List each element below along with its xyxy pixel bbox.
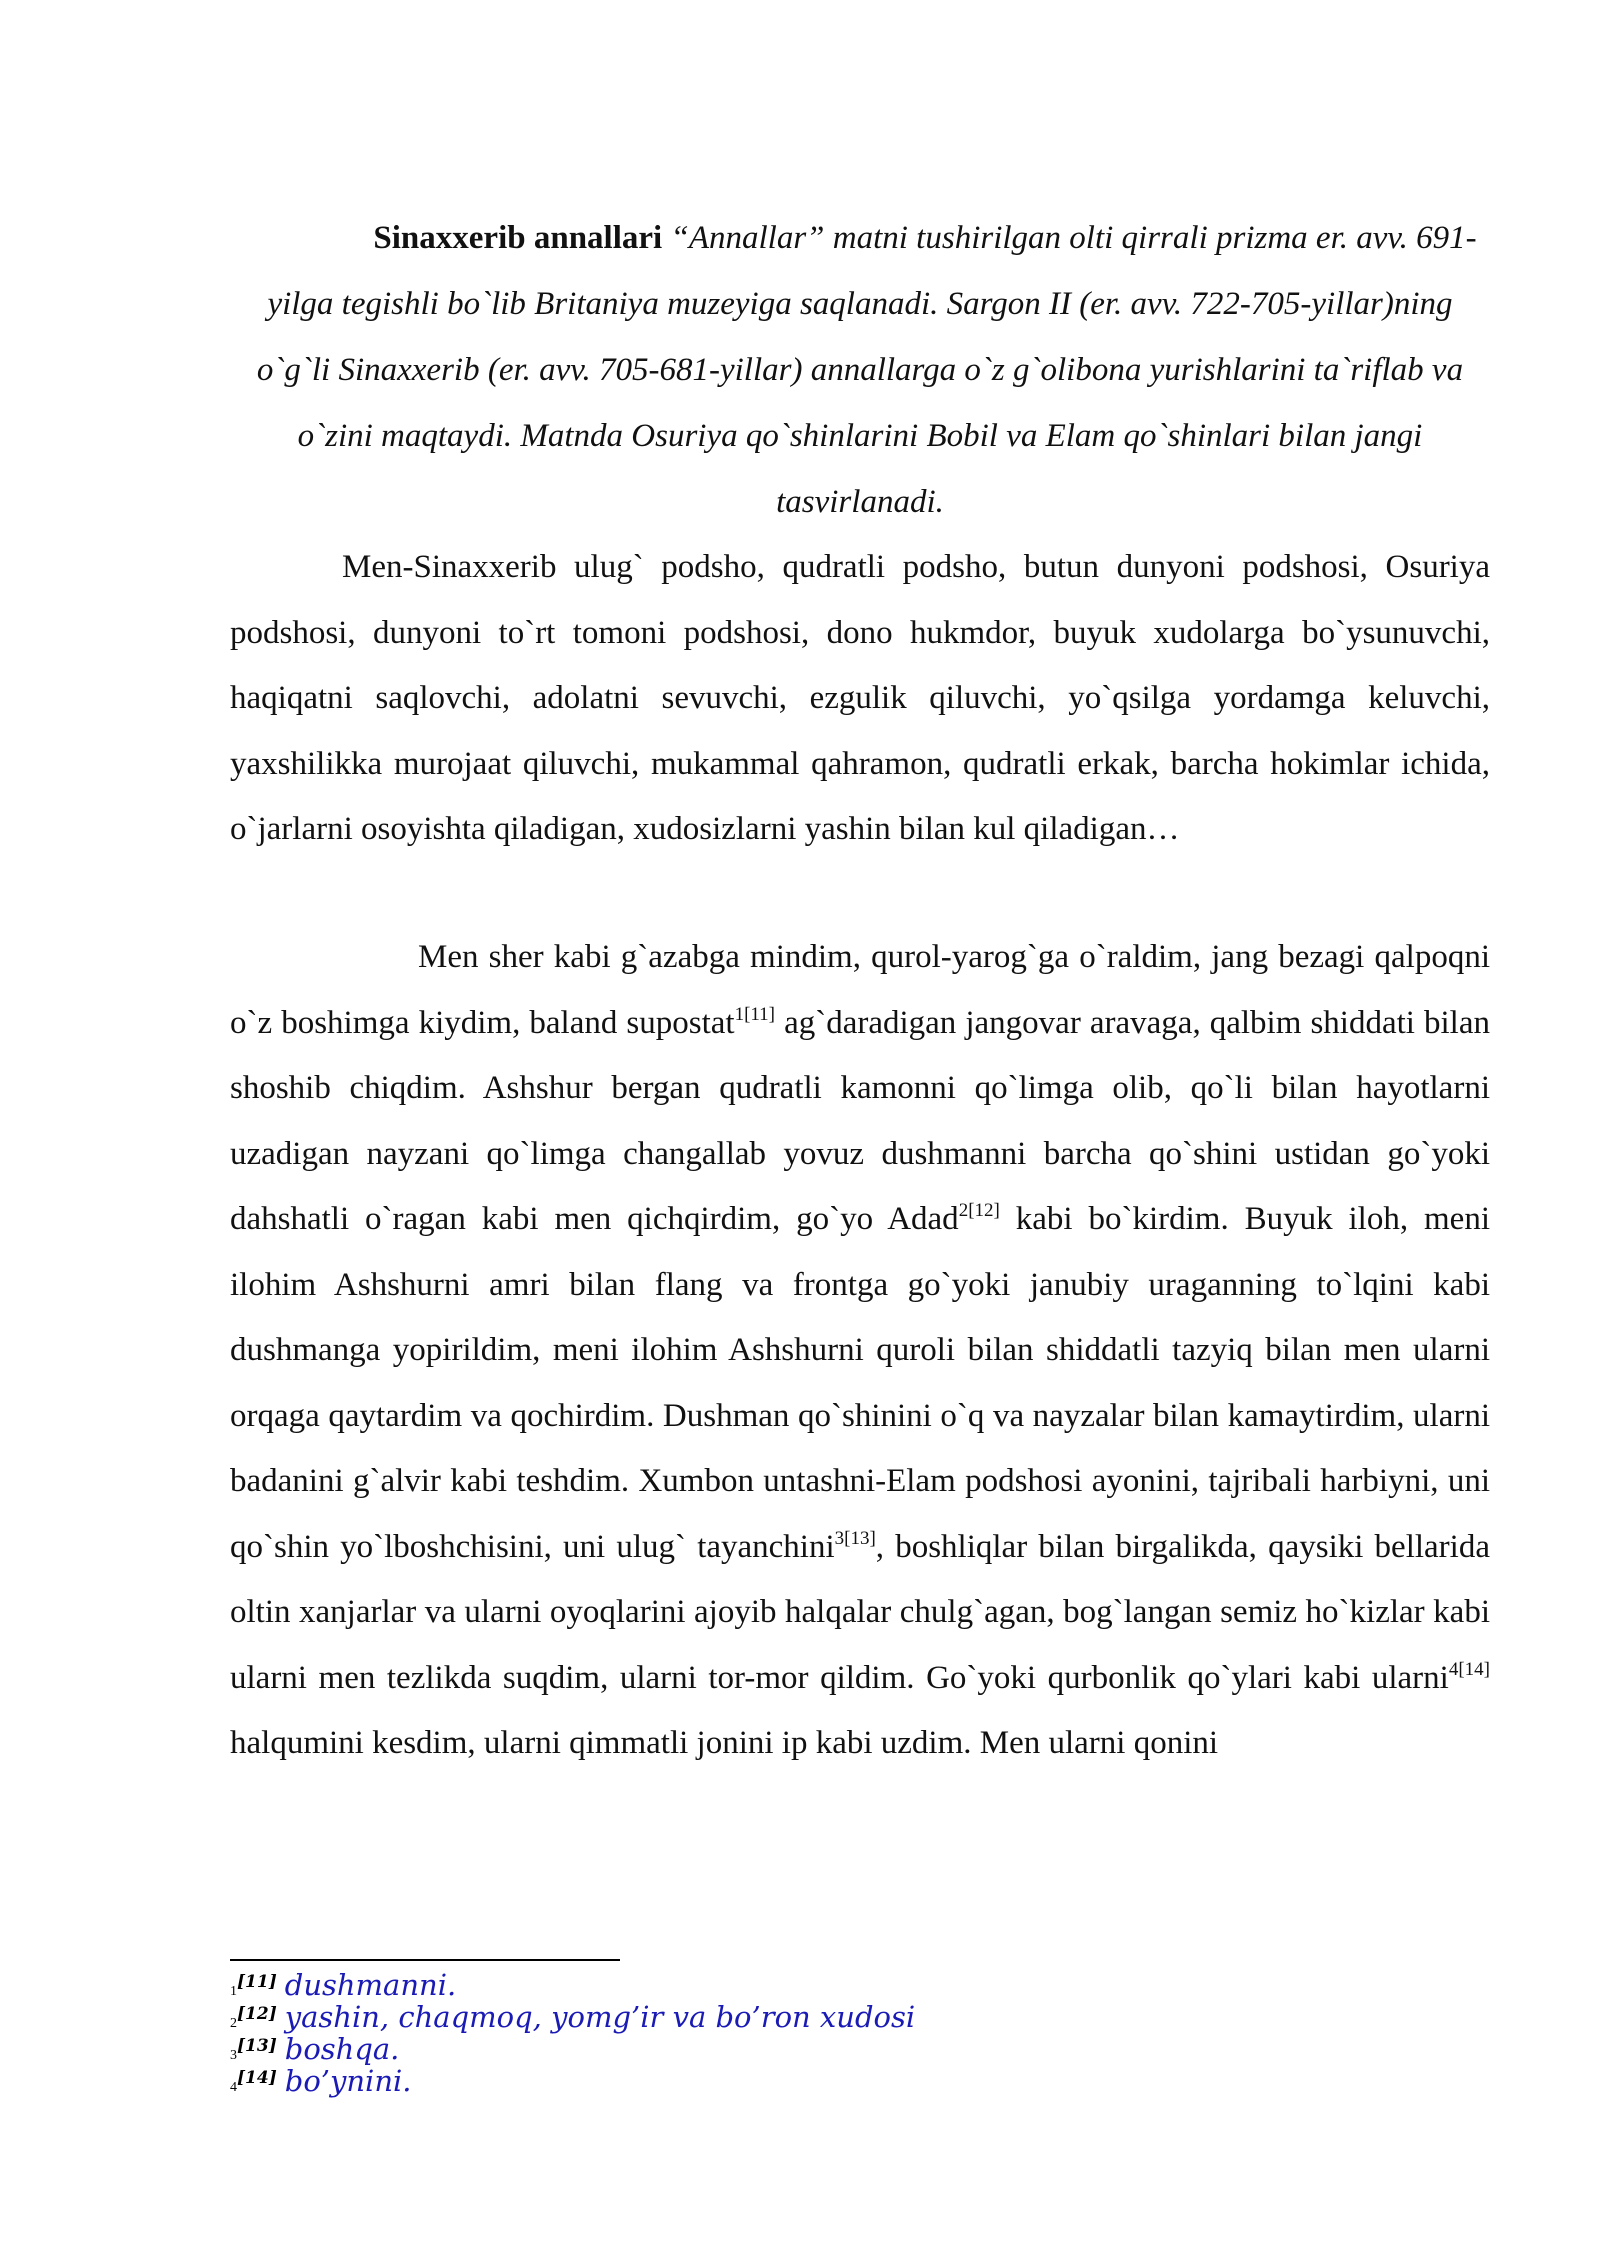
footnote-number: 4	[230, 2080, 237, 2095]
footnote-item	[230, 2000, 1490, 2032]
footnote-number: 1	[230, 1984, 237, 1999]
text-segment: Men sher kabi g`azabga mindim, qurol-yarog`ga o`raldim, jang bezagi qalpoqni o`z boshimga kiydim, baland supostat	[230, 939, 1490, 1041]
text-segment: ag`daradigan jangovar aravaga, qalbim shiddati bilan shoshib chiqdim. Ashshur bergan qudratli kamonni qo`limga olib, qo`li bilan hayotlarni uzadigan nayzani qo`limga changallab yovuz dushmanni barcha qo`shini ustidan go`yoki dahshatli o`ragan kabi men qichqirdim, go`yo Adad	[230, 1004, 1490, 1237]
footnotes	[230, 1968, 1490, 2096]
text-segment: kabi bo`kirdim. Buyuk iloh, meni ilohim Ashshurni amri bilan flang va frontga go`yoki janubiy uraganning to`lqini kabi dushmanga yopirildim, meni ilohim Ashshurni quroli bilan shiddatli tazyiq bilan men ularni orqaga qaytardim va qochirdim. Dushman qo`shinini o`q va nayzalar bilan kamaytirdim, ularni badanini g`alvir kabi teshdim. Xumbon untashni-Elam podshosi ayonini, tajribali harbiyni, uni qo`shin yo`lboshchisini, uni ulug` tayanchini	[230, 1201, 1490, 1565]
body-paragraph-2	[230, 925, 1490, 1777]
footnote-item	[230, 1968, 1490, 2000]
body-paragraph-1	[230, 535, 1490, 863]
footnote-backlink[interactable]: [12]	[237, 2004, 277, 2024]
text-segment: , boshliqlar bilan birgalikda, qaysiki bellarida oltin xanjarlar va ularni oyoqlarini ajoyib halqalar chulg`agan, bog`langan semiz ho`kizlar kabi ularni men tezlikda suqdim, ularni tor-mor qildim. Go`yoki qurbonlik qo`ylari kabi ularni	[230, 1528, 1490, 1696]
footnote-text: boshqa.	[284, 2032, 400, 2066]
footnote-item	[230, 2032, 1490, 2064]
footnote-text: dushmanni.	[284, 1968, 457, 2002]
paragraph-text	[230, 925, 1490, 1777]
paragraph-text: Men-Sinaxxerib ulug` podsho, qudratli podsho, butun dunyoni podshosi, Osuriya podshosi, dunyoni to`rt tomoni podshosi, dono hukmdor, buyuk xudolarga bo`ysunuvchi, haqiqatni saqlovchi, adolatni sevuvchi, ezgulik qiluvchi, yo`qsilga yordamga keluvchi, yaxshilikka murojaat qiluvchi, mukammal qahramon, qudratli erkak, barcha hokimlar ichida, o`jarlarni osoyishta qiladigan, xudosizlarni yashin bilan kul qiladigan…	[230, 549, 1490, 847]
footnote-number: 2	[230, 2016, 237, 2031]
footnote-text: bo’ynini.	[284, 2064, 412, 2098]
footnote-text: yashin, chaqmoq, yomg’ir va bo’ron xudosi	[284, 2000, 916, 2034]
footnote-backlink[interactable]: [14]	[237, 2068, 277, 2088]
footnote-reference[interactable]: 3[13]	[834, 1527, 876, 1549]
footnote-reference[interactable]: 2[12]	[958, 1200, 1000, 1221]
footnote-backlink[interactable]: [13]	[237, 2036, 277, 2056]
section-title: Sinaxxerib annallari	[373, 220, 663, 256]
footnote-backlink[interactable]: [11]	[237, 1972, 277, 1992]
text-segment: halqumini kesdim, ularni qimmatli jonini ip kabi uzdim. Men ularni qonini	[230, 1725, 1219, 1761]
footnote-number: 3	[230, 2048, 237, 2063]
footnote-reference[interactable]: 4[14]	[1448, 1658, 1490, 1680]
intro-paragraph	[230, 205, 1490, 535]
footnote-separator	[230, 1959, 620, 1961]
footnote-item	[230, 2064, 1490, 2096]
intro-italic-text: “Annallar” matni tushirilgan olti qirrali prizma er. avv. 691-yilga tegishli bo`lib Britaniya muzeyiga saqlanadi. Sargon II (er. avv. 722-705-yillar)ning o`g`li Sinaxxerib (er. avv. 705-681-yillar) annallarga o`z g`olibona yurishlarini ta`riflab va o`zini maqtaydi. Matnda Osuriya qo`shinlarini Bobil va Elam qo`shinlari bilan jangi tasvirlanadi.	[256, 220, 1477, 520]
footnote-reference[interactable]: 1[11]	[734, 1003, 776, 1025]
